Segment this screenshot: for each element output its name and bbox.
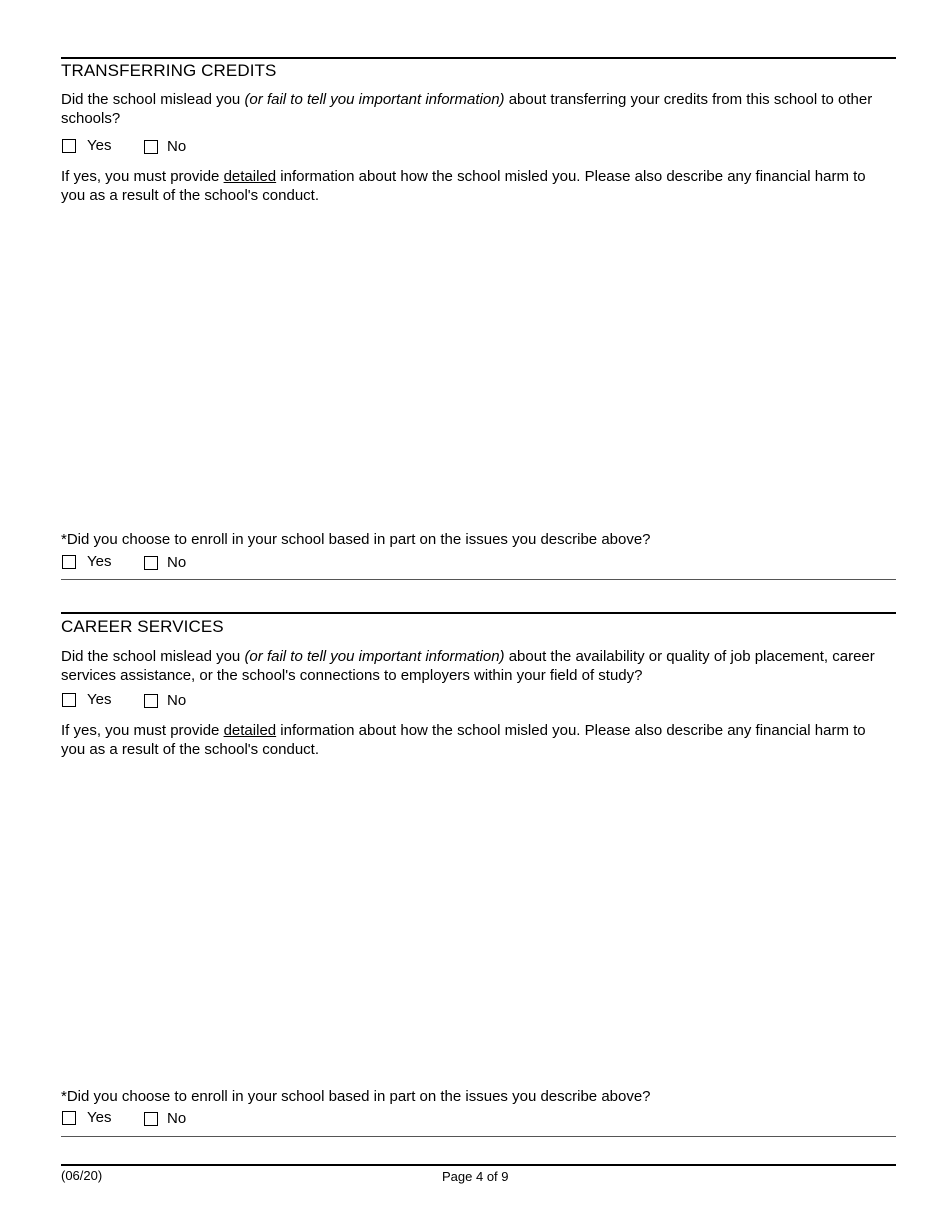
enroll-question-career: *Did you choose to enroll in your school based in part on the issues you describe above?: [61, 1088, 651, 1105]
enroll-question-transferring: *Did you choose to enroll in your school based in part on the issues you describe above?: [61, 531, 651, 548]
page-number: Page 4 of 9: [442, 1169, 509, 1184]
detail-text-end: information about how the school misled you. Please also describe any financial harm to you as a result of the school's conduct.: [61, 168, 866, 204]
checkbox-enroll-career-yes[interactable]: [62, 1111, 76, 1125]
checkbox-label-no: No: [167, 692, 187, 709]
detail-instructions-career: [61, 721, 891, 759]
detail-text-start: If yes, you must provide: [61, 168, 224, 185]
checkbox-enroll-career-no[interactable]: [144, 1112, 158, 1126]
checkbox-enroll-transferring-yes[interactable]: [62, 555, 76, 569]
checkbox-enroll-transferring-no[interactable]: [144, 556, 158, 570]
detail-text-start: If yes, you must provide: [61, 722, 224, 739]
checkbox-label-yes: Yes: [87, 691, 112, 708]
checkbox-label-yes: Yes: [87, 553, 112, 570]
section-title-transferring-credits: TRANSFERRING CREDITS: [61, 61, 277, 80]
checkbox-career-no[interactable]: [144, 694, 158, 708]
checkbox-label-no: No: [167, 554, 187, 571]
question-text-end: about transferring your credits from this school to other schools?: [61, 91, 873, 127]
checkbox-transferring-yes[interactable]: [62, 139, 76, 153]
checkbox-career-yes[interactable]: [62, 693, 76, 707]
detail-instructions-transferring: [61, 167, 891, 205]
question-text-italic: (or fail to tell you important information): [244, 648, 505, 665]
checkbox-label-no: No: [167, 138, 187, 155]
question-text-end: about the availability or quality of job placement, career services assistance, or the school's connections to employers within your field of study?: [61, 648, 875, 684]
detail-text-end: information about how the school misled you. Please also describe any financial harm to you as a result of the school's conduct.: [61, 722, 866, 758]
section-bottom-rule: [61, 1136, 896, 1137]
checkbox-label-yes: Yes: [87, 1109, 112, 1126]
section-bottom-rule: [61, 579, 896, 580]
checkbox-transferring-no[interactable]: [144, 140, 158, 154]
form-revision-date: (06/20): [61, 1168, 103, 1183]
footer-rule: [61, 1164, 896, 1166]
question-transferring-credits: [61, 90, 891, 128]
checkbox-label-yes: Yes: [87, 137, 112, 154]
section-top-rule: [61, 612, 896, 614]
answer-field-transferring[interactable]: [61, 210, 896, 525]
section-title-career-services: CAREER SERVICES: [61, 617, 224, 636]
question-text-start: Did the school mislead you: [61, 648, 245, 665]
detail-text-underlined: detailed: [223, 722, 277, 739]
answer-field-career[interactable]: [61, 765, 896, 1080]
checkbox-label-no: No: [167, 1110, 187, 1127]
question-text-italic: (or fail to tell you important information): [244, 91, 505, 108]
detail-text-underlined: detailed: [223, 168, 277, 185]
section-top-rule: [61, 57, 896, 59]
question-career-services: [61, 647, 891, 685]
question-text-start: Did the school mislead you: [61, 91, 245, 108]
